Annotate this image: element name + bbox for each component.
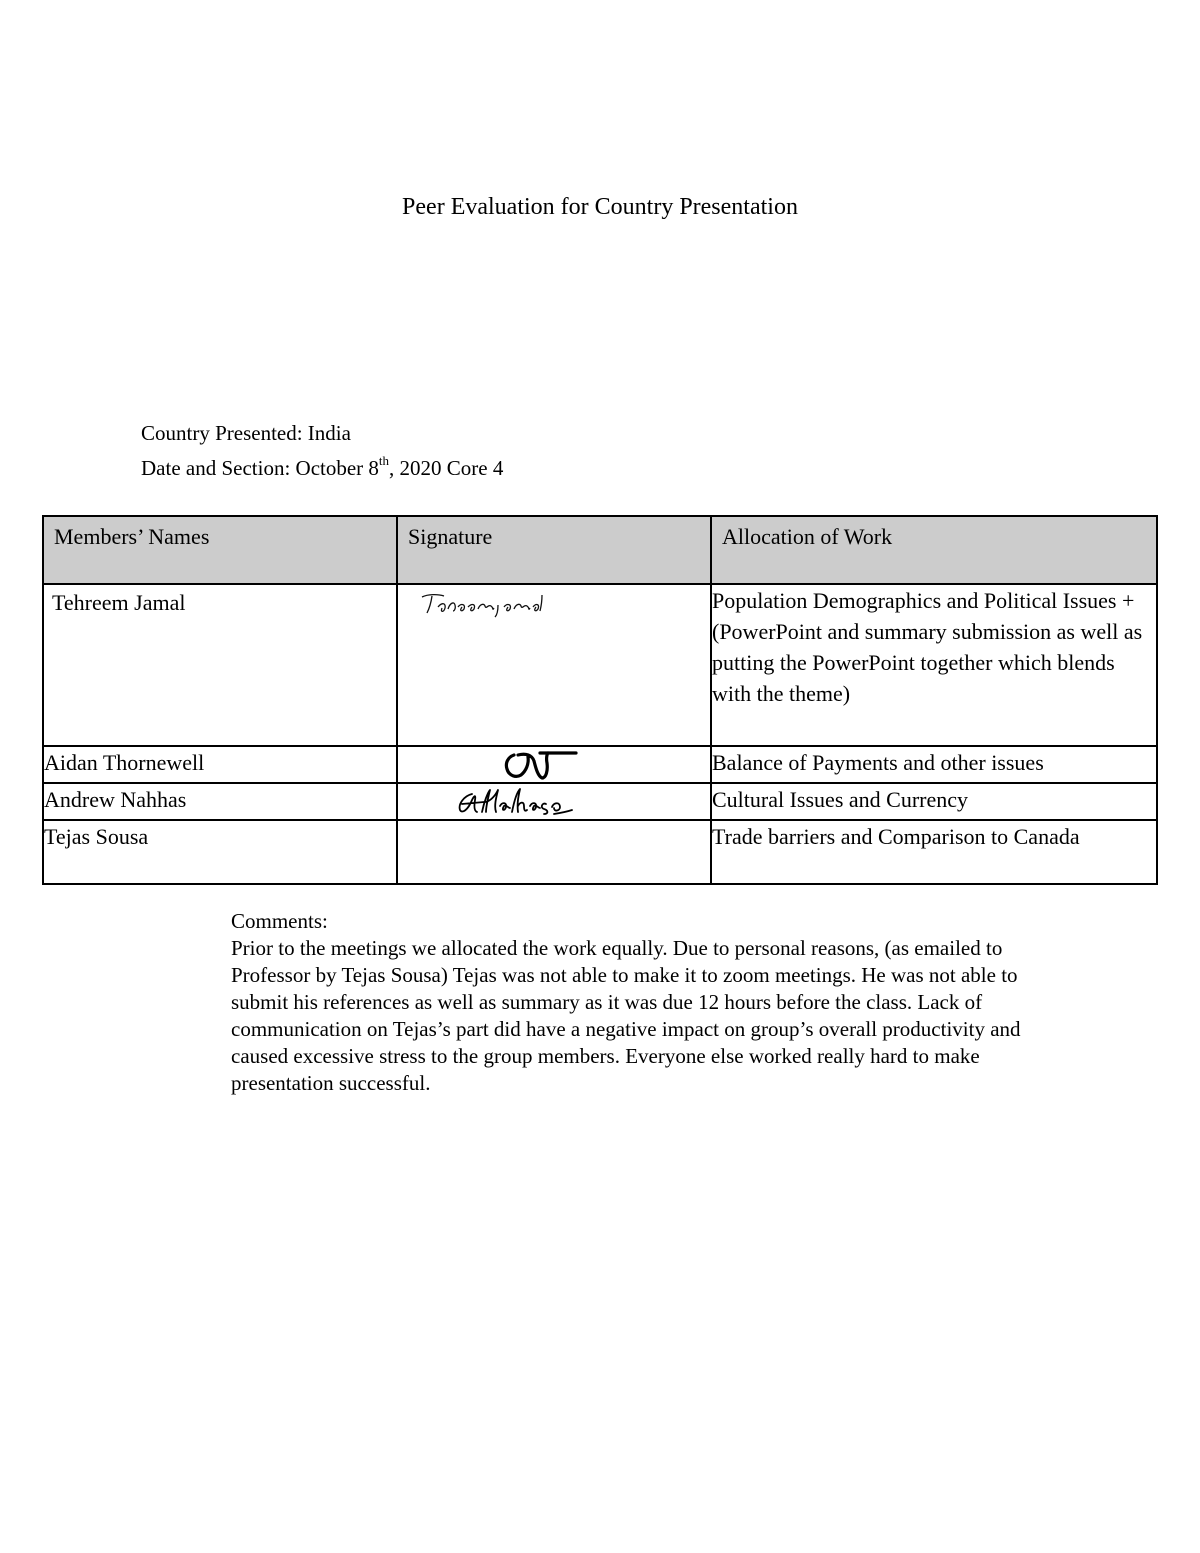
country-presented-line: Country Presented: India	[141, 421, 351, 445]
date-section-line	[141, 455, 503, 481]
header-allocation-of-work: Allocation of Work	[711, 516, 1157, 584]
date-label: Date and Section: October 8	[141, 456, 379, 480]
peer-evaluation-table	[42, 515, 1158, 885]
signature-cell	[397, 746, 711, 783]
table-header-row	[43, 516, 1157, 584]
work-allocation: Cultural Issues and Currency	[711, 783, 1157, 820]
work-allocation: Balance of Payments and other issues	[711, 746, 1157, 783]
page-title: Peer Evaluation for Country Presentation	[402, 194, 798, 220]
table-row	[43, 584, 1157, 746]
comments-label: Comments:	[231, 909, 328, 933]
signature-cell	[397, 783, 711, 820]
signature-andrew-nahhas	[454, 786, 576, 818]
comments-body: Prior to the meetings we allocated the work equally. Due to personal reasons, (as emailed to Professor by Tejas Sousa) Tejas was not able to make it to zoom meetings. He was not able to submit his references as well as summary as it was due 12 hours before the class. Lack of communication on Tejas’s part did have a negative impact on group’s overall productivity and caused excessive stress to the group members. Everyone else worked really hard to make presentation successful.	[231, 936, 1021, 1095]
work-allocation: Trade barriers and Comparison to Canada	[711, 820, 1157, 884]
comments-section	[231, 908, 1071, 1097]
header-members-names: Members’ Names	[43, 516, 397, 584]
member-name: Tejas Sousa	[43, 820, 397, 884]
signature-cell-empty	[397, 820, 711, 884]
date-ordinal-suffix: th	[378, 453, 390, 468]
signature-tehreem-jamal	[418, 591, 548, 619]
work-allocation: Population Demographics and Political Issues + (PowerPoint and summary submission as well as putting the PowerPoint together which blends with the theme)	[711, 584, 1157, 746]
member-name: Aidan Thornewell	[43, 746, 397, 783]
member-name: Andrew Nahhas	[43, 783, 397, 820]
table-row	[43, 820, 1157, 884]
date-rest: , 2020 Core 4	[389, 456, 504, 480]
table-row	[43, 783, 1157, 820]
table-row	[43, 746, 1157, 783]
signature-cell	[397, 584, 711, 746]
member-name: Tehreem Jamal	[43, 584, 397, 746]
header-signature: Signature	[397, 516, 711, 584]
signature-aidan-thornewell	[502, 749, 578, 781]
